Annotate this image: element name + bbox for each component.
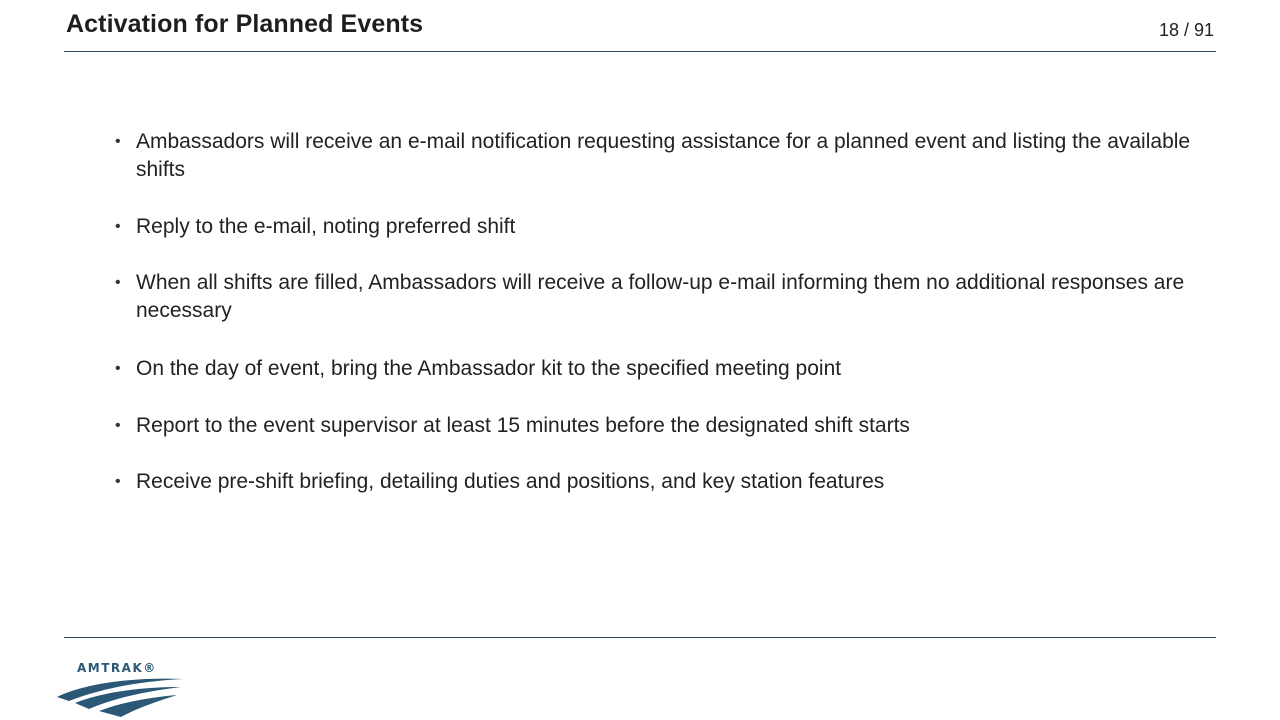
logo-wordmark: AMTRAK® bbox=[77, 661, 157, 675]
bullet-marker: • bbox=[115, 133, 121, 150]
bullet-text: Report to the event supervisor at least 15 minutes before the designated shift starts bbox=[136, 414, 910, 437]
bullet-item bbox=[115, 213, 1195, 241]
bullet-marker: • bbox=[115, 360, 121, 377]
bullet-text: Ambassadors will receive an e-mail notification requesting assistance for a planned event and listing the available shifts bbox=[136, 130, 1191, 181]
bullet-text: When all shifts are filled, Ambassadors will receive a follow-up e-mail informing them no additional responses are necessary bbox=[136, 271, 1185, 322]
page-counter: 18 / 91 bbox=[1158, 20, 1214, 40]
bullet-item bbox=[115, 128, 1195, 184]
bullet-item bbox=[115, 412, 1195, 440]
bullet-marker: • bbox=[115, 274, 121, 291]
bullet-item bbox=[115, 355, 1195, 383]
bullet-item bbox=[115, 269, 1195, 325]
amtrak-logo bbox=[55, 661, 187, 719]
bullet-item bbox=[115, 468, 1195, 496]
bullet-text: Reply to the e-mail, noting preferred shift bbox=[136, 215, 516, 238]
header-divider bbox=[64, 51, 1216, 52]
bullet-marker: • bbox=[115, 417, 121, 434]
slide-title: Activation for Planned Events bbox=[66, 10, 424, 38]
bullet-marker: • bbox=[115, 218, 121, 235]
bullet-text: On the day of event, bring the Ambassador kit to the specified meeting point bbox=[136, 357, 842, 380]
amtrak-travel-mark-icon bbox=[55, 673, 187, 719]
bullet-text: Receive pre-shift briefing, detailing duties and positions, and key station features bbox=[136, 470, 885, 493]
bullet-marker: • bbox=[115, 473, 121, 490]
footer-divider bbox=[64, 637, 1216, 638]
